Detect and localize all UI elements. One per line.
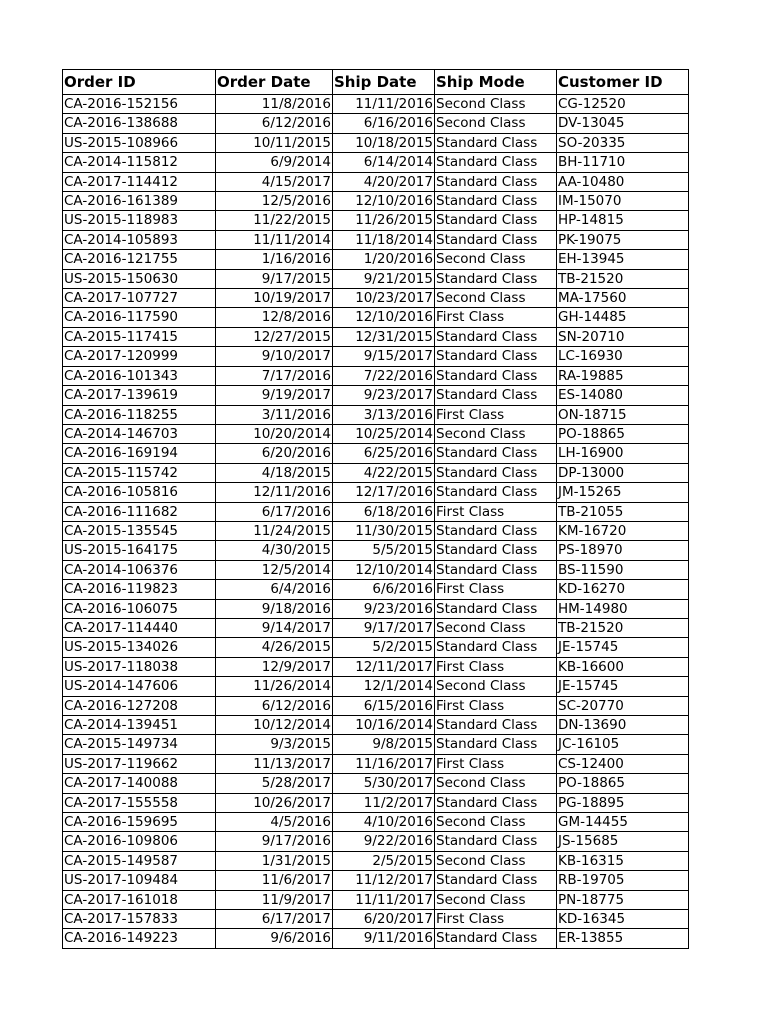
ship-date-cell[interactable]: 11/11/2017 — [333, 890, 435, 909]
customer-id-cell[interactable]: SO-20335 — [557, 133, 689, 152]
order-id-cell[interactable]: CA-2016-119823 — [63, 580, 216, 599]
order-id-cell[interactable]: CA-2017-140088 — [63, 774, 216, 793]
customer-id-cell[interactable]: TB-21520 — [557, 618, 689, 637]
order-id-cell[interactable]: CA-2014-105893 — [63, 230, 216, 249]
ship-mode-cell[interactable]: First Class — [435, 657, 557, 676]
order-date-cell[interactable]: 10/26/2017 — [216, 793, 333, 812]
order-id-cell[interactable]: CA-2016-118255 — [63, 405, 216, 424]
order-date-cell[interactable]: 5/28/2017 — [216, 774, 333, 793]
table-row — [63, 463, 689, 482]
order-id-cell[interactable]: CA-2014-146703 — [63, 424, 216, 443]
order-date-cell[interactable]: 6/12/2016 — [216, 114, 333, 133]
order-date-cell[interactable]: 6/17/2016 — [216, 502, 333, 521]
table-row — [63, 560, 689, 579]
table-row — [63, 366, 689, 385]
order-id-cell[interactable]: CA-2014-106376 — [63, 560, 216, 579]
table-row — [63, 308, 689, 327]
order-id-cell[interactable]: CA-2014-115812 — [63, 153, 216, 172]
ship-date-cell[interactable]: 5/5/2015 — [333, 541, 435, 560]
customer-id-cell[interactable]: SN-20710 — [557, 327, 689, 346]
table-row — [63, 386, 689, 405]
customer-id-cell[interactable]: PS-18970 — [557, 541, 689, 560]
order-date-cell[interactable]: 6/17/2017 — [216, 910, 333, 929]
customer-id-cell[interactable]: RB-19705 — [557, 871, 689, 890]
ship-mode-cell[interactable]: Second Class — [435, 114, 557, 133]
order-date-cell[interactable]: 9/19/2017 — [216, 386, 333, 405]
customer-id-cell[interactable]: PG-18895 — [557, 793, 689, 812]
ship-date-cell[interactable]: 11/16/2017 — [333, 754, 435, 773]
ship-mode-cell[interactable]: Standard Class — [435, 327, 557, 346]
order-date-cell[interactable]: 10/19/2017 — [216, 289, 333, 308]
ship-date-cell[interactable]: 4/10/2016 — [333, 813, 435, 832]
order-date-cell[interactable]: 4/5/2016 — [216, 813, 333, 832]
ship-mode-cell[interactable]: First Class — [435, 405, 557, 424]
ship-date-cell[interactable]: 11/2/2017 — [333, 793, 435, 812]
order-id-cell[interactable]: CA-2017-155558 — [63, 793, 216, 812]
customer-id-cell[interactable]: ES-14080 — [557, 386, 689, 405]
ship-mode-cell[interactable]: Standard Class — [435, 463, 557, 482]
customer-id-cell[interactable]: DN-13690 — [557, 716, 689, 735]
ship-mode-cell[interactable]: Second Class — [435, 774, 557, 793]
ship-mode-cell[interactable]: Second Class — [435, 95, 557, 114]
ship-date-cell[interactable]: 6/14/2014 — [333, 153, 435, 172]
ship-mode-cell[interactable]: Second Class — [435, 890, 557, 909]
table-row — [63, 580, 689, 599]
table-row — [63, 405, 689, 424]
order-date-cell[interactable]: 11/22/2015 — [216, 211, 333, 230]
customer-id-cell[interactable]: TB-21055 — [557, 502, 689, 521]
ship-date-cell[interactable]: 4/22/2015 — [333, 463, 435, 482]
table-row — [63, 424, 689, 443]
order-id-cell[interactable]: US-2017-109484 — [63, 871, 216, 890]
order-id-cell[interactable]: CA-2015-149587 — [63, 851, 216, 870]
customer-id-cell[interactable]: GM-14455 — [557, 813, 689, 832]
order-id-cell[interactable]: CA-2017-161018 — [63, 890, 216, 909]
table-row — [63, 444, 689, 463]
ship-mode-cell[interactable]: First Class — [435, 754, 557, 773]
customer-id-cell[interactable]: AA-10480 — [557, 172, 689, 191]
table-row — [63, 774, 689, 793]
order-date-cell[interactable]: 1/16/2016 — [216, 250, 333, 269]
order-id-cell[interactable]: CA-2016-169194 — [63, 444, 216, 463]
ship-date-cell[interactable]: 6/15/2016 — [333, 696, 435, 715]
ship-date-cell[interactable]: 2/5/2015 — [333, 851, 435, 870]
table-row — [63, 541, 689, 560]
ship-mode-cell[interactable]: Second Class — [435, 677, 557, 696]
order-date-cell[interactable]: 11/9/2017 — [216, 890, 333, 909]
customer-id-cell[interactable]: KD-16345 — [557, 910, 689, 929]
order-date-cell[interactable]: 7/17/2016 — [216, 366, 333, 385]
ship-date-cell[interactable]: 9/8/2015 — [333, 735, 435, 754]
ship-date-cell[interactable]: 7/22/2016 — [333, 366, 435, 385]
ship-date-cell[interactable]: 3/13/2016 — [333, 405, 435, 424]
customer-id-cell[interactable]: HM-14980 — [557, 599, 689, 618]
ship-date-cell[interactable]: 11/30/2015 — [333, 521, 435, 540]
ship-mode-cell[interactable]: Second Class — [435, 813, 557, 832]
order-id-cell[interactable]: CA-2015-115742 — [63, 463, 216, 482]
customer-id-cell[interactable]: SC-20770 — [557, 696, 689, 715]
ship-mode-cell[interactable]: Standard Class — [435, 541, 557, 560]
table-row — [63, 929, 689, 948]
order-date-cell[interactable]: 10/11/2015 — [216, 133, 333, 152]
table-row — [63, 735, 689, 754]
ship-date-cell[interactable]: 12/10/2016 — [333, 192, 435, 211]
order-id-cell[interactable]: CA-2017-157833 — [63, 910, 216, 929]
customer-id-cell[interactable]: KD-16270 — [557, 580, 689, 599]
header-order-date[interactable]: Order Date — [216, 70, 333, 95]
customer-id-cell[interactable]: KB-16600 — [557, 657, 689, 676]
order-date-cell[interactable]: 4/15/2017 — [216, 172, 333, 191]
table-row — [63, 114, 689, 133]
ship-mode-cell[interactable]: Standard Class — [435, 269, 557, 288]
table-row — [63, 327, 689, 346]
order-date-cell[interactable]: 4/30/2015 — [216, 541, 333, 560]
ship-mode-cell[interactable]: Second Class — [435, 250, 557, 269]
order-id-cell[interactable]: US-2017-119662 — [63, 754, 216, 773]
table-row — [63, 172, 689, 191]
table-row — [63, 153, 689, 172]
order-id-cell[interactable]: US-2015-164175 — [63, 541, 216, 560]
ship-mode-cell[interactable]: Standard Class — [435, 638, 557, 657]
order-id-cell[interactable]: CA-2017-114412 — [63, 172, 216, 191]
ship-mode-cell[interactable]: Second Class — [435, 618, 557, 637]
ship-mode-cell[interactable]: Standard Class — [435, 133, 557, 152]
header-ship-mode[interactable]: Ship Mode — [435, 70, 557, 95]
order-date-cell[interactable]: 6/20/2016 — [216, 444, 333, 463]
ship-mode-cell[interactable]: Standard Class — [435, 153, 557, 172]
order-date-cell[interactable]: 12/9/2017 — [216, 657, 333, 676]
order-id-cell[interactable]: CA-2016-149223 — [63, 929, 216, 948]
order-date-cell[interactable]: 10/20/2014 — [216, 424, 333, 443]
header-order-id[interactable]: Order ID — [63, 70, 216, 95]
ship-mode-cell[interactable]: Second Class — [435, 289, 557, 308]
table-row — [63, 95, 689, 114]
customer-id-cell[interactable]: GH-14485 — [557, 308, 689, 327]
ship-mode-cell[interactable]: Standard Class — [435, 929, 557, 948]
order-date-cell[interactable]: 12/5/2016 — [216, 192, 333, 211]
ship-date-cell[interactable]: 10/16/2014 — [333, 716, 435, 735]
order-id-cell[interactable]: US-2017-118038 — [63, 657, 216, 676]
ship-date-cell[interactable]: 12/31/2015 — [333, 327, 435, 346]
order-id-cell[interactable]: CA-2015-135545 — [63, 521, 216, 540]
ship-mode-cell[interactable]: First Class — [435, 308, 557, 327]
ship-date-cell[interactable]: 5/2/2015 — [333, 638, 435, 657]
ship-date-cell[interactable]: 9/15/2017 — [333, 347, 435, 366]
ship-mode-cell[interactable]: Standard Class — [435, 832, 557, 851]
order-date-cell[interactable]: 1/31/2015 — [216, 851, 333, 870]
order-date-cell[interactable]: 11/26/2014 — [216, 677, 333, 696]
customer-id-cell[interactable]: CS-12400 — [557, 754, 689, 773]
table-row — [63, 793, 689, 812]
ship-mode-cell[interactable]: Standard Class — [435, 347, 557, 366]
table-row — [63, 192, 689, 211]
order-id-cell[interactable]: CA-2016-117590 — [63, 308, 216, 327]
ship-date-cell[interactable]: 6/18/2016 — [333, 502, 435, 521]
table-row — [63, 250, 689, 269]
order-id-cell[interactable]: CA-2016-105816 — [63, 483, 216, 502]
ship-date-cell[interactable]: 9/11/2016 — [333, 929, 435, 948]
ship-mode-cell[interactable]: First Class — [435, 580, 557, 599]
ship-date-cell[interactable]: 1/20/2016 — [333, 250, 435, 269]
customer-id-cell[interactable]: PK-19075 — [557, 230, 689, 249]
ship-date-cell[interactable]: 10/25/2014 — [333, 424, 435, 443]
ship-date-cell[interactable]: 11/26/2015 — [333, 211, 435, 230]
order-date-cell[interactable]: 6/9/2014 — [216, 153, 333, 172]
ship-mode-cell[interactable]: Standard Class — [435, 521, 557, 540]
ship-date-cell[interactable]: 12/17/2016 — [333, 483, 435, 502]
ship-mode-cell[interactable]: Standard Class — [435, 444, 557, 463]
ship-date-cell[interactable]: 4/20/2017 — [333, 172, 435, 191]
ship-date-cell[interactable]: 11/18/2014 — [333, 230, 435, 249]
order-date-cell[interactable]: 11/24/2015 — [216, 521, 333, 540]
order-id-cell[interactable]: CA-2016-127208 — [63, 696, 216, 715]
customer-id-cell[interactable]: MA-17560 — [557, 289, 689, 308]
table-row — [63, 347, 689, 366]
order-id-cell[interactable]: CA-2016-138688 — [63, 114, 216, 133]
customer-id-cell[interactable]: KB-16315 — [557, 851, 689, 870]
table-row — [63, 716, 689, 735]
ship-mode-cell[interactable]: First Class — [435, 910, 557, 929]
ship-date-cell[interactable]: 11/12/2017 — [333, 871, 435, 890]
order-id-cell[interactable]: CA-2015-149734 — [63, 735, 216, 754]
table-row — [63, 754, 689, 773]
customer-id-cell[interactable]: JE-15745 — [557, 677, 689, 696]
ship-date-cell[interactable]: 9/23/2016 — [333, 599, 435, 618]
order-id-cell[interactable]: US-2015-108966 — [63, 133, 216, 152]
customer-id-cell[interactable]: EH-13945 — [557, 250, 689, 269]
ship-mode-cell[interactable]: Second Class — [435, 851, 557, 870]
customer-id-cell[interactable]: PO-18865 — [557, 774, 689, 793]
order-id-cell[interactable]: CA-2016-121755 — [63, 250, 216, 269]
ship-date-cell[interactable]: 10/18/2015 — [333, 133, 435, 152]
order-id-cell[interactable]: US-2014-147606 — [63, 677, 216, 696]
ship-mode-cell[interactable]: Second Class — [435, 424, 557, 443]
ship-date-cell[interactable]: 9/21/2015 — [333, 269, 435, 288]
ship-mode-cell[interactable]: Standard Class — [435, 366, 557, 385]
customer-id-cell[interactable]: CG-12520 — [557, 95, 689, 114]
ship-date-cell[interactable]: 6/6/2016 — [333, 580, 435, 599]
order-date-cell[interactable]: 4/18/2015 — [216, 463, 333, 482]
table-row — [63, 910, 689, 929]
order-id-cell[interactable]: US-2015-150630 — [63, 269, 216, 288]
table-row — [63, 133, 689, 152]
ship-mode-cell[interactable]: Standard Class — [435, 211, 557, 230]
order-date-cell[interactable]: 12/8/2016 — [216, 308, 333, 327]
table-row — [63, 502, 689, 521]
customer-id-cell[interactable]: KM-16720 — [557, 521, 689, 540]
order-date-cell[interactable]: 4/26/2015 — [216, 638, 333, 657]
order-date-cell[interactable]: 11/13/2017 — [216, 754, 333, 773]
ship-mode-cell[interactable]: Standard Class — [435, 230, 557, 249]
order-date-cell[interactable]: 9/18/2016 — [216, 599, 333, 618]
order-id-cell[interactable]: US-2015-118983 — [63, 211, 216, 230]
ship-mode-cell[interactable]: Standard Class — [435, 386, 557, 405]
customer-id-cell[interactable]: RA-19885 — [557, 366, 689, 385]
ship-mode-cell[interactable]: Standard Class — [435, 871, 557, 890]
ship-mode-cell[interactable]: Standard Class — [435, 483, 557, 502]
order-date-cell[interactable]: 11/8/2016 — [216, 95, 333, 114]
order-id-cell[interactable]: CA-2016-109806 — [63, 832, 216, 851]
order-date-cell[interactable]: 12/5/2014 — [216, 560, 333, 579]
table-row — [63, 230, 689, 249]
ship-date-cell[interactable]: 9/17/2017 — [333, 618, 435, 637]
order-id-cell[interactable]: CA-2017-120999 — [63, 347, 216, 366]
customer-id-cell[interactable]: PN-18775 — [557, 890, 689, 909]
order-id-cell[interactable]: CA-2016-152156 — [63, 95, 216, 114]
customer-id-cell[interactable]: LH-16900 — [557, 444, 689, 463]
table-row — [63, 813, 689, 832]
order-id-cell[interactable]: CA-2014-139451 — [63, 716, 216, 735]
ship-mode-cell[interactable]: Standard Class — [435, 735, 557, 754]
table-row — [63, 618, 689, 637]
order-date-cell[interactable]: 12/27/2015 — [216, 327, 333, 346]
table-row — [63, 521, 689, 540]
order-date-cell[interactable]: 12/11/2016 — [216, 483, 333, 502]
header-ship-date[interactable]: Ship Date — [333, 70, 435, 95]
customer-id-cell[interactable]: HP-14815 — [557, 211, 689, 230]
ship-date-cell[interactable]: 11/11/2016 — [333, 95, 435, 114]
order-id-cell[interactable]: CA-2016-106075 — [63, 599, 216, 618]
order-id-cell[interactable]: CA-2016-161389 — [63, 192, 216, 211]
table-row — [63, 890, 689, 909]
order-id-cell[interactable]: CA-2017-107727 — [63, 289, 216, 308]
order-id-cell[interactable]: CA-2016-111682 — [63, 502, 216, 521]
order-date-cell[interactable]: 9/17/2016 — [216, 832, 333, 851]
customer-id-cell[interactable]: JM-15265 — [557, 483, 689, 502]
order-date-cell[interactable]: 9/6/2016 — [216, 929, 333, 948]
ship-date-cell[interactable]: 12/10/2016 — [333, 308, 435, 327]
table-row — [63, 696, 689, 715]
ship-mode-cell[interactable]: Standard Class — [435, 172, 557, 191]
table-row — [63, 832, 689, 851]
customer-id-cell[interactable]: PO-18865 — [557, 424, 689, 443]
table-row — [63, 599, 689, 618]
customer-id-cell[interactable]: ON-18715 — [557, 405, 689, 424]
customer-id-cell[interactable]: JE-15745 — [557, 638, 689, 657]
ship-date-cell[interactable]: 10/23/2017 — [333, 289, 435, 308]
ship-mode-cell[interactable]: Standard Class — [435, 793, 557, 812]
orders-table — [62, 69, 689, 949]
ship-date-cell[interactable]: 9/22/2016 — [333, 832, 435, 851]
ship-mode-cell[interactable]: Standard Class — [435, 599, 557, 618]
ship-date-cell[interactable]: 12/10/2014 — [333, 560, 435, 579]
ship-mode-cell[interactable]: Standard Class — [435, 716, 557, 735]
order-date-cell[interactable]: 9/10/2017 — [216, 347, 333, 366]
ship-date-cell[interactable]: 6/25/2016 — [333, 444, 435, 463]
customer-id-cell[interactable]: BH-11710 — [557, 153, 689, 172]
ship-date-cell[interactable]: 5/30/2017 — [333, 774, 435, 793]
customer-id-cell[interactable]: BS-11590 — [557, 560, 689, 579]
order-date-cell[interactable]: 10/12/2014 — [216, 716, 333, 735]
table-row — [63, 289, 689, 308]
order-id-cell[interactable]: CA-2017-114440 — [63, 618, 216, 637]
customer-id-cell[interactable]: DV-13045 — [557, 114, 689, 133]
customer-id-cell[interactable]: JC-16105 — [557, 735, 689, 754]
table-row — [63, 851, 689, 870]
order-date-cell[interactable]: 6/4/2016 — [216, 580, 333, 599]
ship-date-cell[interactable]: 12/1/2014 — [333, 677, 435, 696]
table-row — [63, 871, 689, 890]
customer-id-cell[interactable]: DP-13000 — [557, 463, 689, 482]
header-row — [63, 70, 689, 95]
ship-date-cell[interactable]: 9/23/2017 — [333, 386, 435, 405]
ship-mode-cell[interactable]: First Class — [435, 502, 557, 521]
ship-date-cell[interactable]: 6/20/2017 — [333, 910, 435, 929]
table-row — [63, 211, 689, 230]
order-date-cell[interactable]: 11/11/2014 — [216, 230, 333, 249]
order-date-cell[interactable]: 9/3/2015 — [216, 735, 333, 754]
customer-id-cell[interactable]: ER-13855 — [557, 929, 689, 948]
ship-date-cell[interactable]: 12/11/2017 — [333, 657, 435, 676]
order-id-cell[interactable]: CA-2015-117415 — [63, 327, 216, 346]
table-header — [63, 70, 689, 95]
header-customer-id[interactable]: Customer ID — [557, 70, 689, 95]
table-body — [63, 95, 689, 949]
customer-id-cell[interactable]: IM-15070 — [557, 192, 689, 211]
order-id-cell[interactable]: US-2015-134026 — [63, 638, 216, 657]
order-date-cell[interactable]: 6/12/2016 — [216, 696, 333, 715]
customer-id-cell[interactable]: TB-21520 — [557, 269, 689, 288]
table-row — [63, 483, 689, 502]
customer-id-cell[interactable]: LC-16930 — [557, 347, 689, 366]
table-row — [63, 269, 689, 288]
ship-mode-cell[interactable]: Standard Class — [435, 192, 557, 211]
customer-id-cell[interactable]: JS-15685 — [557, 832, 689, 851]
order-date-cell[interactable]: 9/17/2015 — [216, 269, 333, 288]
order-date-cell[interactable]: 3/11/2016 — [216, 405, 333, 424]
ship-mode-cell[interactable]: Standard Class — [435, 560, 557, 579]
order-id-cell[interactable]: CA-2016-159695 — [63, 813, 216, 832]
table-row — [63, 677, 689, 696]
table-row — [63, 657, 689, 676]
order-id-cell[interactable]: CA-2016-101343 — [63, 366, 216, 385]
ship-date-cell[interactable]: 6/16/2016 — [333, 114, 435, 133]
order-date-cell[interactable]: 9/14/2017 — [216, 618, 333, 637]
order-date-cell[interactable]: 11/6/2017 — [216, 871, 333, 890]
order-id-cell[interactable]: CA-2017-139619 — [63, 386, 216, 405]
ship-mode-cell[interactable]: First Class — [435, 696, 557, 715]
table-row — [63, 638, 689, 657]
